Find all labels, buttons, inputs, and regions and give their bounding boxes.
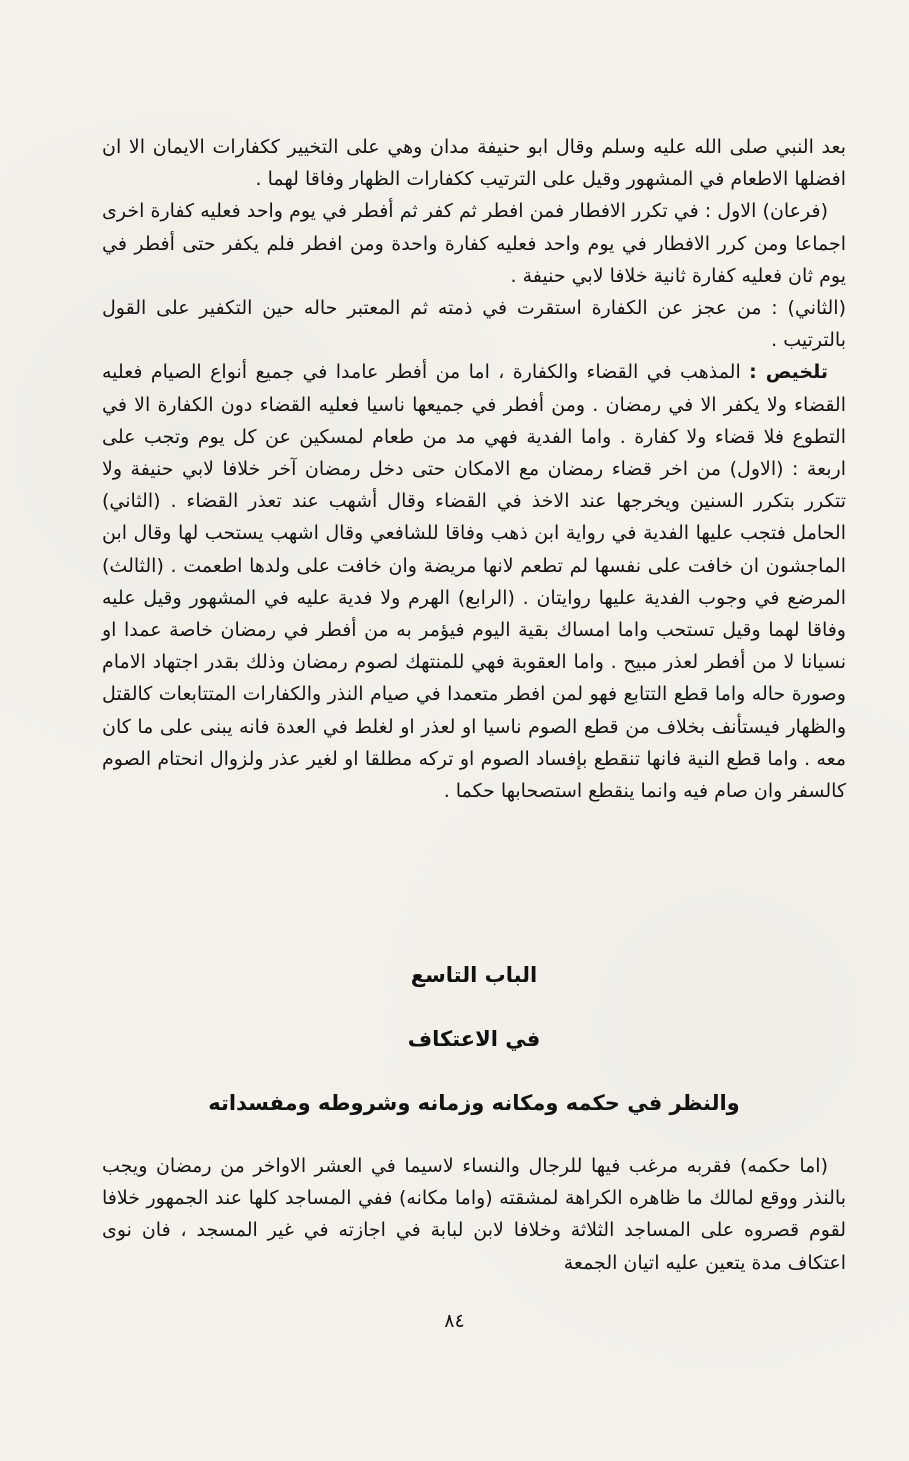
paragraph-summary (102, 356, 846, 807)
paragraph-text: بعد النبي صلى الله عليه وسلم وقال ابو حنيفة مدان وهي على التخيير ككفارات الايمان الا ان افضلها الاطعام في المشهور وقيل على الترتيب ككفارات الظهار وفاقا لهما . (102, 136, 846, 191)
paragraph-ruling (102, 1150, 846, 1279)
paragraph-second-branch (102, 292, 846, 356)
paragraph-continuation (102, 131, 846, 195)
paragraph-text: (الثاني) : من عجز عن الكفارة استقرت في ذمته ثم المعتبر حاله حين التكفير على القول بالترتيب . (102, 297, 846, 352)
chapter-title: الباب التاسع (410, 963, 538, 987)
body-text-top (102, 131, 846, 807)
body-text-bottom (102, 1150, 846, 1279)
chapter-subtitle: والنظر في حكمه ومكانه وزمانه وشروطه ومفسداته (208, 1091, 740, 1115)
paragraph-text: المذهب في القضاء والكفارة ، اما من أفطر عامدا في جميع أنواع الصيام فعليه القضاء ولا يكفر الا في رمضان . ومن أفطر في جميعها ناسيا فعليه القضاء دون الكفارة الا في التطوع فلا قضاء ولا كفارة . واما الفدية فهي مد من طعام لمسكين عن كل يوم وتجب على اربعة : (الاول) من اخر قضاء رمضان مع الامكان حتى دخل رمضان آخر خلافا لابي حنيفة ولا تتكرر بتكرر السنين ويخرجها عند الاخذ في القضاء وقال أشهب عند تعذر القضاء . (الثاني) الحامل فتجب عليها الفدية في رواية ابن ذهب وفاقا للشافعي وقال اشهب يستحب لها وقال ابن الماجشون ان خافت على نفسها لم تطعم لانها مريضة وان خافت على ولدها اطعمت . (الثالث) المرضع في وجوب الفدية عليها روايتان . (الرابع) الهرم ولا فدية عليه في المشهور وقيل عليه وفاقا لهما وقيل تستحب واما امساك بقية اليوم فيؤمر به من أفطر في رمضان خاصة عمدا او نسيانا لا من أفطر لعذر مبيح . واما العقوبة فهي للمنتهك لصوم رمضان وذلك بقدر اجتهاد الامام وصورة حاله واما قطع التتابع فهو لمن افطر متعمدا في صيام النذر والكفارات المتتابعات كالقتل والظهار فيستأنف بخلاف من قطع الصوم ناسيا او لعذر او لغلط في العدة فانه يبنى على ما كان معه . واما قطع النية فانها تنقطع بإفساد الصوم او تركه مطلقا او لغير عذر ولزوال انحتام الصوم كالسفر وان صام فيه وانما ينقطع استصحابها حكما . (102, 361, 846, 803)
paragraph-first-branch (102, 195, 846, 292)
page-number: ٨٤ (444, 1310, 465, 1332)
paragraph-text: (اما حكمه) فقربه مرغب فيها للرجال والنساء لاسيما في العشر الاواخر من رمضان ويجب بالنذر ووقع لمالك ما ظاهره الكراهة لمشقته (واما مكانه) ففي المساجد كلها عند الجمهور خلافا لقوم قصروه على المساجد الثلاثة وخلافا لابن لبابة في اجازته في غير المسجد ، فان نوى اعتكاف مدة يتعين عليه اتيان الجمعة (102, 1155, 846, 1274)
summary-lead-word: تلخيص : (749, 361, 828, 384)
chapter-subject: في الاعتكاف (407, 1027, 541, 1051)
paragraph-text: (فرعان) الاول : في تكرر الافطار فمن افطر ثم كفر ثم أفطر في يوم واحد فعليه كفارة اخرى اجماعا ومن كرر الافطار في يوم واحد فعليه كفارة واحدة ومن افطر فلم يكفر حتى أفطر في يوم ثان فعليه كفارة ثانية خلافا لابي حنيفة . (102, 200, 846, 287)
